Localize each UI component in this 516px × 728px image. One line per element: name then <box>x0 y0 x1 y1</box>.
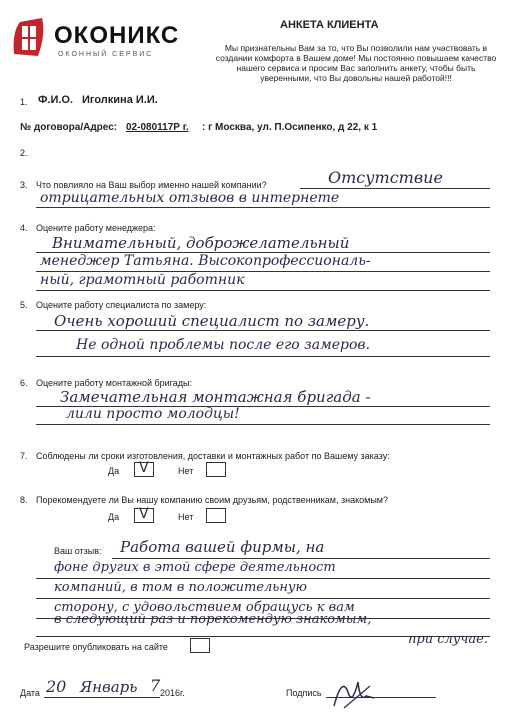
intro-line: уверенными, что Вы довольны нашей работой!!! <box>260 73 452 83</box>
q8-no-checkbox[interactable] <box>206 508 226 523</box>
contract-number: 02-080117Р г. <box>126 122 189 133</box>
review-rule <box>36 578 490 579</box>
publish-label: Разрешите опубликовать на сайте <box>24 642 168 652</box>
q6-answer-line: Замечательная монтажная бригада - <box>60 388 371 406</box>
q5-number: 5. <box>20 300 28 310</box>
q2-number: 2. <box>20 148 28 158</box>
q8-no-label: Нет <box>178 512 194 522</box>
q4-number: 4. <box>20 223 28 233</box>
date-year-printed: 2016г. <box>160 688 185 698</box>
contract-address: : г Москва, ул. П.Осипенко, д 22, к 1 <box>202 122 378 133</box>
date-month: Январь <box>80 678 138 696</box>
q5-answer-line: Очень хороший специалист по замеру. <box>54 312 370 330</box>
q4-answer-line: менеджер Татьяна. Высокопрофессиональ- <box>40 253 371 269</box>
q8-label: Порекомендуете ли Вы нашу компанию своим друзьям, родственникам, знакомым? <box>36 495 388 505</box>
q6-rule <box>36 424 490 425</box>
review-rule <box>112 558 490 559</box>
q8-number: 8. <box>20 495 28 505</box>
q3-number: 3. <box>20 180 28 190</box>
q7-label: Соблюдены ли сроки изготовления, доставки и монтажных работ по Вашему заказу: <box>36 451 390 461</box>
q3-rule <box>36 207 490 208</box>
signature-label: Подпись <box>286 688 322 698</box>
q3-label: Что повлияло на Ваш выбор именно нашей компании? <box>36 180 267 190</box>
review-line: в следующий раз и порекомендую знакомым, <box>54 612 372 627</box>
review-line: сторону, с удовольствием обращусь к вам <box>54 600 355 615</box>
q1-label: Ф.И.О. <box>38 94 74 106</box>
q7-number: 7. <box>20 451 28 461</box>
q4-rule <box>36 290 490 291</box>
intro-text <box>208 43 504 83</box>
review-label: Ваш отзыв: <box>54 546 102 556</box>
date-label: Дата <box>20 688 40 698</box>
review-line: фоне других в этой сфере деятельност <box>54 560 336 575</box>
intro-line: Мы признательны Вам за то, что Вы позволили нам участвовать в <box>224 43 488 53</box>
q5-rule <box>36 356 490 357</box>
q6-label: Оцените работу монтажной бригады: <box>36 378 192 388</box>
date-rule <box>44 697 160 698</box>
q5-label: Оцените работу специалиста по замеру: <box>36 300 207 310</box>
q4-answer-line: Внимательный, доброжелательный <box>52 234 350 252</box>
form-title: АНКЕТА КЛИЕНТА <box>280 19 379 31</box>
q7-no-checkbox[interactable] <box>206 462 226 477</box>
intro-line: создании комфорта в Вашем доме! Мы постоянно повышаем качество <box>215 53 497 63</box>
logo-name: ОКОНИКС <box>54 22 180 49</box>
q3-answer-line: Отсутствие <box>328 168 443 187</box>
q1-number: 1. <box>20 97 28 107</box>
q7-yes-label: Да <box>108 466 120 476</box>
q8-yes-checkmark: V <box>139 506 149 522</box>
window-logo-icon <box>8 14 52 60</box>
review-line: компаний, в том в положительную <box>54 580 307 595</box>
date-year-handwritten: 7 <box>150 676 161 695</box>
review-rule <box>36 598 490 599</box>
q6-number: 6. <box>20 378 28 388</box>
contract-label: № договора/Адрес: <box>20 122 118 133</box>
review-line: при случае. <box>408 632 488 647</box>
publish-checkbox[interactable] <box>190 638 210 653</box>
q7-yes-checkmark: V <box>139 460 149 476</box>
q7-no-label: Нет <box>178 466 194 476</box>
logo-tagline: ОКОННЫЙ СЕРВИС <box>58 51 154 58</box>
q1-value: Иголкина И.И. <box>82 94 158 106</box>
signature-mark <box>330 672 390 712</box>
review-line: Работа вашей фирмы, на <box>120 538 325 556</box>
intro-line: нашего сервиса и просим Вас заполнить анкету, чтобы быть <box>236 63 476 73</box>
logo <box>8 14 208 64</box>
q5-rule <box>36 330 490 331</box>
q6-answer-line: лили просто молодцы! <box>66 406 240 422</box>
date-day: 20 <box>46 677 67 696</box>
q3-rule <box>300 188 490 189</box>
q8-yes-label: Да <box>108 512 120 522</box>
q4-label: Оцените работу менеджера: <box>36 223 156 233</box>
q5-answer-line: Не одной проблемы после его замеров. <box>76 337 371 353</box>
q4-answer-line: ный, грамотный работник <box>40 272 245 288</box>
q3-answer-line: отрицательных отзывов в интернете <box>40 190 340 206</box>
